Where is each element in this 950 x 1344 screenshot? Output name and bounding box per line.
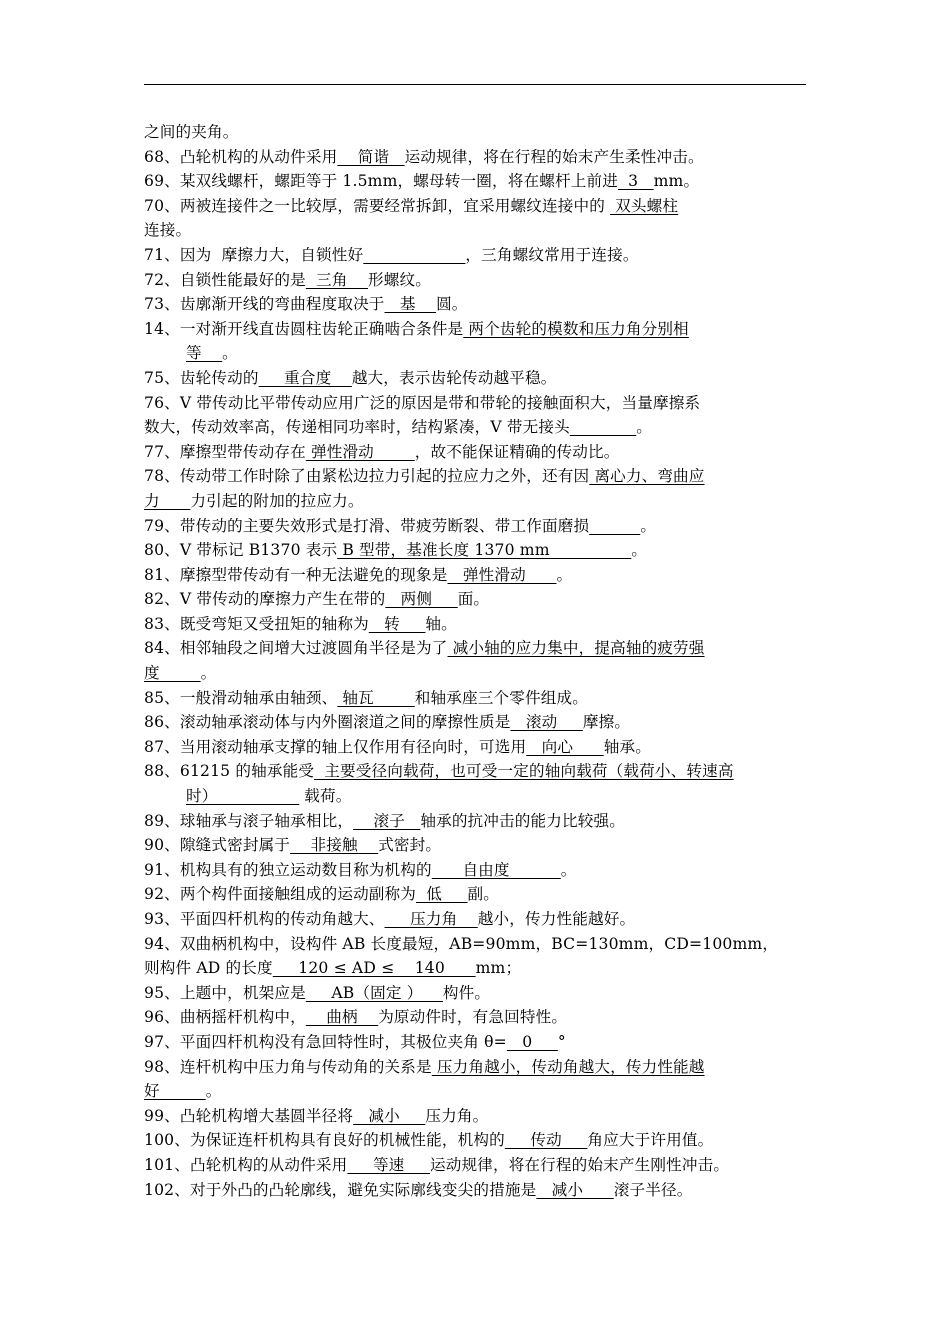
answer-blank: 曲柄 xyxy=(305,1008,379,1027)
answer-blank: 自由度 xyxy=(431,860,561,879)
answer-blank: AB（固定 ） xyxy=(305,983,443,1002)
question-text: ，三角螺纹常用于连接。 xyxy=(465,245,639,264)
question-text: 100、为保证连杆机构具有良好的机械性能，机构的 xyxy=(144,1131,505,1150)
question-text: 。 xyxy=(205,1082,222,1101)
answer-blank: 主要受径向载荷，也可受一定的轴向载荷（载荷小、转速高 xyxy=(314,762,734,781)
question-text: 越小，传力性能越好。 xyxy=(477,910,636,928)
answer-blank: 传动 xyxy=(504,1131,588,1150)
question-text: 88、61215 的轴承能受 xyxy=(144,762,315,781)
text-line xyxy=(144,956,812,981)
answer-blank: 度 xyxy=(144,664,201,683)
text-line xyxy=(144,612,812,637)
question-text: 86、滚动轴承滚动体与内外圈滚道之间的摩擦性质是 xyxy=(144,713,511,732)
text-line xyxy=(144,932,812,957)
question-text: 压力角。 xyxy=(425,1106,489,1125)
answer-blank: 0 xyxy=(506,1032,558,1051)
text-line xyxy=(144,317,812,342)
answer-blank: 转 xyxy=(368,614,426,633)
question-text: 形螺纹。 xyxy=(367,270,431,289)
question-text: 73、齿廓渐开线的弯曲程度取决于 xyxy=(144,295,385,314)
question-text: 85、一般滑动轴承由轴颈、 xyxy=(144,688,338,707)
question-text: 角应大于许用值。 xyxy=(587,1131,714,1150)
question-text: 滚子半径。 xyxy=(613,1180,693,1199)
question-text: 77、摩擦型带传动存在 xyxy=(144,442,306,461)
text-line xyxy=(144,415,812,440)
text-line xyxy=(144,735,812,760)
question-text: 。 xyxy=(222,344,238,363)
answer-blank: 两侧 xyxy=(385,590,458,609)
answer-blank: 3 xyxy=(617,172,654,191)
question-text: 。 xyxy=(640,516,657,535)
question-text: mm。 xyxy=(653,172,700,191)
answer-blank: 非接触 xyxy=(290,836,379,855)
answer-blank: 简谐 xyxy=(337,147,405,166)
question-text: 75、齿轮传动的 xyxy=(144,368,259,387)
answer-blank: 力 xyxy=(144,491,191,510)
text-line xyxy=(144,686,812,711)
text-line xyxy=(144,145,812,170)
text-line xyxy=(144,1055,812,1080)
question-text: 。 xyxy=(631,541,648,560)
question-text: 构件。 xyxy=(442,983,491,1002)
text-line xyxy=(144,587,812,612)
question-text: 84、相邻轴段之间增大过渡圆角半径是为了 xyxy=(144,639,448,658)
text-line xyxy=(144,1128,812,1153)
question-text: 87、当用滚动轴承支撑的轴上仅作用有径向时，可选用 xyxy=(144,737,527,756)
question-text: 98、连杆机构中压力角与传动角的关系是 xyxy=(144,1057,432,1076)
question-text: 68、凸轮机构的从动件采用 xyxy=(144,147,338,166)
answer-blank: 向心 xyxy=(526,737,604,756)
question-text: 轴承的抗冲击的能力比较强。 xyxy=(420,811,625,830)
question-text: 102、对于外凸的凸轮廓线，避免实际廓线变尖的措施是 xyxy=(144,1180,537,1199)
question-text: 轴承。 xyxy=(603,737,651,756)
question-text: 80、V 带标记 B1370 表示 xyxy=(144,541,338,560)
text-line xyxy=(144,1079,812,1104)
question-text: 92、两个构件面接触组成的运动副称为 xyxy=(144,885,417,904)
question-text: 95、上题中，机架应是 xyxy=(144,983,306,1002)
question-text: 力引起的附加的拉应力。 xyxy=(190,491,364,510)
question-text: 69、某双线螺杆，螺距等于 1.5mm，螺母转一圈，将在螺杆上前进 xyxy=(144,172,618,191)
question-text: 91、机构具有的独立运动数目称为机构的 xyxy=(144,860,432,879)
question-text: 和轴承座三个零件组成。 xyxy=(414,688,588,707)
question-text: 运动规律，将在行程的始末产生刚性冲击。 xyxy=(429,1155,730,1174)
answer-blank xyxy=(363,246,465,264)
text-line xyxy=(144,809,812,834)
text-line xyxy=(144,710,812,735)
question-text: 为原动件时，有急回特性。 xyxy=(378,1008,568,1027)
text-line xyxy=(144,1104,812,1129)
text-line xyxy=(144,440,812,465)
question-text: 70、两被连接件之一比较厚，需要经常拆卸，宜采用螺纹连接中的 xyxy=(144,196,611,215)
answer-blank: 弹性滑动 xyxy=(305,442,415,461)
answer-blank: 两个齿轮的模数和压力角分别相 xyxy=(463,319,689,338)
question-text: 93、平面四杆机构的传动角越大、 xyxy=(144,910,385,928)
question-text: 94、双曲柄机构中，设构件 AB 长度最短，AB=90mm，BC=130mm，CD=100mm， xyxy=(144,934,779,953)
text-line xyxy=(144,833,812,858)
question-text: 式密封。 xyxy=(378,836,442,855)
answer-blank: 重合度 xyxy=(258,368,352,387)
answer-blank: 好 xyxy=(144,1082,206,1101)
question-text: 连接。 xyxy=(144,221,192,240)
document-body xyxy=(144,120,812,1202)
answer-blank: 120 ≤ AD ≤ 140 xyxy=(272,959,476,978)
question-text: 摩擦。 xyxy=(582,713,631,732)
answer-blank: 基 xyxy=(384,295,437,314)
answer-blank xyxy=(589,517,640,535)
text-line xyxy=(144,538,812,563)
question-text: mm； xyxy=(475,959,522,978)
answer-blank: B 型带，基准长度 1370 mm xyxy=(337,541,632,560)
text-line xyxy=(144,1178,812,1203)
answer-blank: 等速 xyxy=(347,1155,430,1174)
question-text: 。 xyxy=(560,860,577,879)
text-line xyxy=(144,194,812,219)
answer-blank: 压力角 xyxy=(384,910,478,928)
question-text: 81、摩擦型带传动有一种无法避免的现象是 xyxy=(144,565,448,584)
answer-blank: 弹性滑动 xyxy=(447,565,557,584)
answer-blank: 减小 xyxy=(536,1180,614,1199)
question-text: 96、曲柄摇杆机构中， xyxy=(144,1008,306,1027)
text-line xyxy=(144,784,812,809)
question-text: 则构件 AD 的长度 xyxy=(144,959,273,978)
text-line xyxy=(144,636,812,661)
answer-blank: 轴瓦 xyxy=(337,688,415,707)
text-line xyxy=(144,1030,812,1055)
question-text: ，故不能保证精确的传动比。 xyxy=(414,442,620,461)
text-line xyxy=(144,1005,812,1030)
question-text: 76、V 带传动比平带传动应用广泛的原因是带和带轮的接触面积大，当量摩擦系 xyxy=(144,393,701,412)
answer-blank: 减小轴的应力集中，提高轴的疲劳强 xyxy=(447,639,705,658)
question-text: 90、隙缝式密封属于 xyxy=(144,836,291,855)
answer-blank: 滚子 xyxy=(353,811,421,830)
question-text: 轴。 xyxy=(425,614,457,633)
question-text: 数大，传动效率高，传递相同功率时，结构紧凑，V 带无接头 xyxy=(144,418,570,437)
question-text: 72、自锁性能最好的是 xyxy=(144,270,306,289)
text-line xyxy=(144,907,812,932)
text-line xyxy=(144,169,812,194)
text-line xyxy=(144,514,812,539)
text-line xyxy=(144,341,812,366)
question-text: 。 xyxy=(636,418,652,437)
answer-blank: 三角 xyxy=(305,270,368,289)
answer-blank: 低 xyxy=(416,885,468,904)
question-text: 面。 xyxy=(457,590,490,609)
answer-blank: 滚动 xyxy=(510,713,583,732)
answer-blank xyxy=(570,418,636,436)
text-line xyxy=(144,882,812,907)
answer-blank: 减小 xyxy=(353,1106,426,1125)
question-text: 99、凸轮机构增大基圆半径将 xyxy=(144,1106,354,1125)
text-line xyxy=(144,366,812,391)
question-text: 78、传动带工作时除了由紧松边拉力引起的拉应力之外，还有因 xyxy=(144,467,590,486)
text-line xyxy=(144,759,812,784)
question-text: 79、带传动的主要失效形式是打滑、带疲劳断裂、带工作面磨损 xyxy=(144,516,590,535)
text-line xyxy=(144,292,812,317)
question-text: 载荷。 xyxy=(299,787,352,806)
answer-blank: 双头螺柱 xyxy=(610,196,679,215)
question-text: 越大，表示齿轮传动越平稳。 xyxy=(351,368,557,387)
text-line xyxy=(144,981,812,1006)
text-line xyxy=(144,1153,812,1178)
text-line xyxy=(144,120,812,145)
question-text: 。 xyxy=(556,565,573,584)
answer-blank: 压力角越小，传动角越大，传力性能越 xyxy=(431,1057,705,1076)
question-text: 83、既受弯矩又受扭矩的轴称为 xyxy=(144,614,369,633)
question-text: 。 xyxy=(200,664,217,683)
text-line xyxy=(144,563,812,588)
question-text: 之间的夹角。 xyxy=(144,123,239,141)
text-line xyxy=(144,268,812,293)
question-text: 71、因为 摩擦力大，自锁性好 xyxy=(144,245,364,264)
question-text: 82、V 带传动的摩擦力产生在带的 xyxy=(144,590,386,609)
question-text: 101、凸轮机构的从动件采用 xyxy=(144,1155,348,1174)
text-line xyxy=(144,218,812,243)
header-rule xyxy=(144,84,806,85)
question-text: 14、一对渐开线直齿圆柱齿轮正确啮合条件是 xyxy=(144,319,464,338)
answer-blank: 离心力、弯曲应 xyxy=(589,467,705,486)
text-line xyxy=(144,661,812,686)
text-line xyxy=(144,489,812,514)
answer-blank: 等 xyxy=(186,344,223,363)
question-text: ° xyxy=(557,1032,566,1051)
text-line xyxy=(144,858,812,883)
question-text: 运动规律，将在行程的始末产生柔性冲击。 xyxy=(404,147,704,166)
question-text: 97、平面四杆机构没有急回特性时，其极位夹角 θ= xyxy=(144,1032,507,1051)
answer-blank: 时） xyxy=(186,787,300,806)
question-text: 圆。 xyxy=(436,295,468,314)
text-line xyxy=(144,391,812,416)
text-line xyxy=(144,243,812,268)
question-text: 89、球轴承与滚子轴承相比， xyxy=(144,811,354,830)
question-text: 副。 xyxy=(467,885,500,904)
text-line xyxy=(144,464,812,489)
